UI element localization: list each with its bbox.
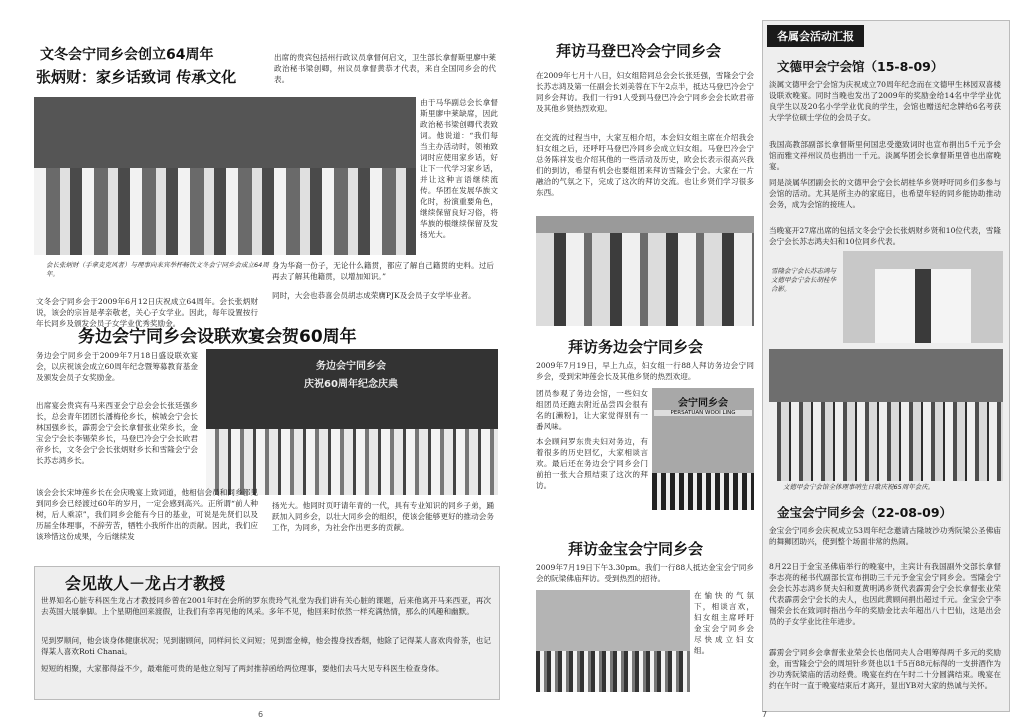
article3-box: [34, 566, 500, 700]
visit3-title: 拜访金宝会宁同乡会: [568, 540, 704, 558]
article2-para2: 出席宴会贵宾有马来西亚会宁总会会长张廷强乡长，总会青年团团长潘梅伦乡长，槟城会宁会长林国强乡长，霹雳会宁会长拿督张业荣乡长，金宝会宁会长李锡荣乡长，马登巴冷会宁会长欧君帝乡长，文冬会宁会长张炳财乡长和雪隆会宁会长苏志鸿乡长。: [36, 401, 198, 465]
article2-para3: 该会会长宋坤莲乡长在会庆晚宴上致词道，他相信会员和同乡都见到同乡会已经渡过60年的岁月，一定会感到高兴。正所谓“前人种树，后人乘凉”，我们同乡会能有今日的基业，可说是先贤们以及历届全体理事，不辞劳苦，牺牲小我所作出的贡献。因此，我们应该珍惜这份成果，今后继续发: [36, 488, 258, 541]
event2-para1: 金宝会宁同乡会庆祝成立53周年纪念邀请古隆坡沙功秀阮梁公圣佛庙的舞狮团助兴，使到整个场面非常的热闹。: [769, 526, 1001, 546]
visit2-para3: 本会顾问罗东贵夫妇对务边，有着很多的历史回忆，大家相谈言欢。最后还在务边会宁同乡会门前拍一张大合照结束了这次的拜访。: [536, 437, 648, 490]
article2-para1: 务边会宁同乡会于2009年7月18日盛设联欢宴会，以庆祝该会成立60周年纪念暨筹募教育基金及颁发会员子女奖励金。: [36, 351, 198, 382]
banquet-photo: [34, 97, 416, 255]
article1-body-left: 文冬会宁同乡会于2009年6月12日庆祝成立64周年。会长张炳财说，该会的宗旨是孝亲敬老，关心子女学业。因此，每年设置按行年长同乡及颁发会员子女学业优秀奖励金。: [36, 297, 258, 328]
event1-photo1: [843, 251, 1003, 343]
page-number-left: 6: [258, 710, 264, 719]
event1-para3: 同是淡属华团副会长的文德甲会宁会长胡桂华乡贤呼吁同乡们多参与会馆的活动。尤其是所主办的家庭日，也希望年轻的同乡能协助推动会务，成为会馆的接班人。: [769, 178, 1001, 209]
article3-para3: 短短的相聚，大家都得益不少，最难能可贵的是他立刻写了两封推荐函给两位理事，要他们去马大见专科医生检查身体。: [41, 664, 444, 673]
event2-para2: 8月22日于金宝圣佛庙举行的晚宴中，主宾计有我国副外交部长拿督李志亮的秘书代副部长宣布捐助三千元予金宝会宁同乡会。雪隆会宁会会长苏志鸿乡贤夫妇和夏黄明鸿乡贤代表霹雳会宁会长拿督张业荣代表霹雳会宁会长的夫人，也因此黄顾问捐出超过千元。金宝会宁李锡荣会长在致词时指出今年的奖励金比去年超出八十巴仙，这是出会员的子女学业比往年进步。: [769, 562, 1001, 626]
article3-para1: 世界知名心脏专科医生龙占才教授同乡曾在2001年时在会所的罗东贵玲气礼堂为我们讲有关心脏的课题，后来他离开马来西亚，再次去英国大展拳脚。上个星期他回来渡假，让我们有幸再见他的风采。多年不见，他回来时依然一样充满热情，那么的风趣和幽默。: [41, 596, 491, 616]
building-sign-en: PERSATUAN WOOI LING: [654, 410, 752, 416]
page-number-right: 7: [762, 710, 768, 719]
banquet-caption: 会长张炳财（手拿麦克风者）与理事向来宾举杯畅饮文冬会宁同乡会成立64周年。: [46, 261, 269, 278]
event1-caption2: 文德甲会宁会馆全体理事哨生日歌庆祝65周年会庆。: [783, 483, 935, 491]
visit3-photo: [536, 590, 690, 692]
event1-photo2: [769, 349, 1003, 481]
visit3-para2: 在愉快的气氛下，相谈言欢，妇女组主席呼吁金宝会宁同乡会尽快成立妇女组。: [694, 591, 754, 655]
visit2-photo: [652, 388, 754, 510]
event1-title: 文德甲会宁会馆（15-8-09）: [777, 59, 944, 74]
right-page: [512, 0, 1024, 725]
event1-caption1: 雪隆会宁会长苏志鸿与文德甲会宁会长胡桂华合影。: [771, 267, 836, 293]
visit1-para1: 在2009年七月十八日，妇女组陪同总会会长张廷强，雪隆会宁会长苏志鸿及第一任副会长刘美蓉在下午2点半，抵达马登巴冷会宁同乡会拜访。我们一行91人受到马登巴冷会宁同乡会会长欧君帝及其他乡贤热烈欢迎。: [536, 71, 754, 113]
article1-subtitle: 张炳财：家乡话致词 传承文化: [36, 68, 237, 86]
article1-body-right2: 同时，大会也恭喜会员胡志成荣膺PJK及会员子女学毕业者。: [272, 291, 476, 300]
visit2-para1: 2009年7月19日，早上九点，妇女组一行88人拜访务边会宁同乡会，受到宋坤莲会长及其他乡贤的热烈欢迎。: [536, 361, 754, 381]
visit1-photo: [536, 216, 754, 326]
event1-para4: 当晚宴开27席出席的包括文冬会宁会长张炳财乡贤和10位代表，雪隆会宁会长苏志鸿夫妇和10位同乡代表。: [769, 226, 1001, 246]
event1-para1: 淡属文德甲会宁会馆为庆祝成立70周年纪念而在文德甲生林园双喜楼设联欢晚宴。同时当晚也发出了2009年的奖励金给14名中学学业优良学生以及20名小学学业优良的学生，会馆也赠送纪念牌给6名考获大学学位硕士学位的会员子女。: [769, 80, 1001, 122]
event1-para2: 我国高教部副部长拿督斯里何国忠受邀致词时也宣布捐出5千元予会馆而雅文祥州议员也捐出一千元。淡属华团会长拿督斯里曾也出席晚宴。: [769, 140, 1001, 171]
event2-para3: 霹雳会宁同乡会拿督张业荣会长也偕同夫人合唱筹得两千多元的奖励金，而雪隆会宁会的周垣针乡贤也以1千5百88元标得的一支拼酒作为沙功秀阮梁庙的活动经费。晚宴在约在午时二十分圆满结束。晚宴在约在午时一直于晚宴结束后才离开，显出YB对大家的热诚与关怀。: [769, 648, 1001, 690]
anniversary-photo: [206, 349, 498, 495]
article3-para2: 见到罗顺问，他会谈身体健康状况；见到谢顾问，同样问长义问短；见到雷金樟，他会搜身找香烟，他除了记得某人喜欢肉骨茶，也记得某人喜欢Roti Chanai。: [41, 636, 491, 656]
banner-line1: 务边会宁同乡会: [316, 361, 386, 372]
article1-intro: 出席的贵宾包括州行政议员拿督何启文，卫生部长拿督斯里廖中莱政治秘书梁创卿，州议员拿督黄恭才代表，来自全国同乡会的代表。: [274, 53, 496, 84]
visit1-para2: 在交流的过程当中，大家互相介绍，本会妇女组主席在介绍我会妇女组之后，还呼吁马登巴冷同乡会成立妇女组。马登巴冷会宁总务陈祥发也介绍其他的一些活动及历史，欧会长表示很高兴我们的到访，希望有机会也要组团来拜访雪隆会宁会。大家在一片融洽的气氛之下，完成了这次的拜访交流。也让乡贤们学习很多东西。: [536, 133, 754, 197]
sidebar-tag: 各属会活动汇报: [767, 25, 864, 47]
event2-title: 金宝会宁同乡会（22-08-09）: [777, 505, 953, 520]
article1-body-right1: 身为华裔一份子，无论什么籍贯，都应了解自己籍贯的史料。过后再去了解其他籍贯，以增加知识。”: [272, 261, 494, 281]
visit1-title: 拜访马登巴冷会宁同乡会: [556, 42, 722, 60]
banner-line2: 庆祝60周年纪念庆典: [304, 379, 398, 390]
visit3-para1: 2009年7月19日下午3.30pm。我们一行88人抵达金宝会宁同乡会的阮梁佛庙拜访。受到热烈的招待。: [536, 563, 754, 583]
article2-para4: 扬光大。他同时页吁请年青的一代，具有专业知识的同乡子弟，踊跃加入同乡会，以壮大同乡会的组织，使该会能够更好的推动会务工作，为同乡，为社会作出更多的贡献。: [272, 501, 494, 532]
building-sign-cn: 会宁同乡会: [678, 398, 728, 409]
article2-title: 务边会宁同乡会设联欢宴会贺60周年: [78, 327, 357, 347]
sidebar-box: [762, 20, 1010, 712]
visit2-title: 拜访务边会宁同乡会: [568, 338, 704, 356]
article1-title: 文冬会宁同乡会创立64周年: [40, 47, 214, 63]
article3-title: 会见故人－龙占才教授: [65, 574, 226, 593]
visit2-para2: 团员参观了务边会馆，一些妇女组团员还跑去附近品尝四会很有名的[濑粉]，让大家觉得别有一番风味。: [536, 389, 648, 431]
article1-column-right: 由于马华副总会长拿督斯里廖中莱缺席，因此政治秘书梁创卿代表致词。他说道：“我们每当主办活动时，领袖致词时应使用家乡话，好让下一代学习家乡话，并让这种言语继续流传。华团在发展华族文化时，扮演重要角色，继续保留良好习俗，将华族的根继续保留及发扬光大。: [420, 98, 498, 239]
